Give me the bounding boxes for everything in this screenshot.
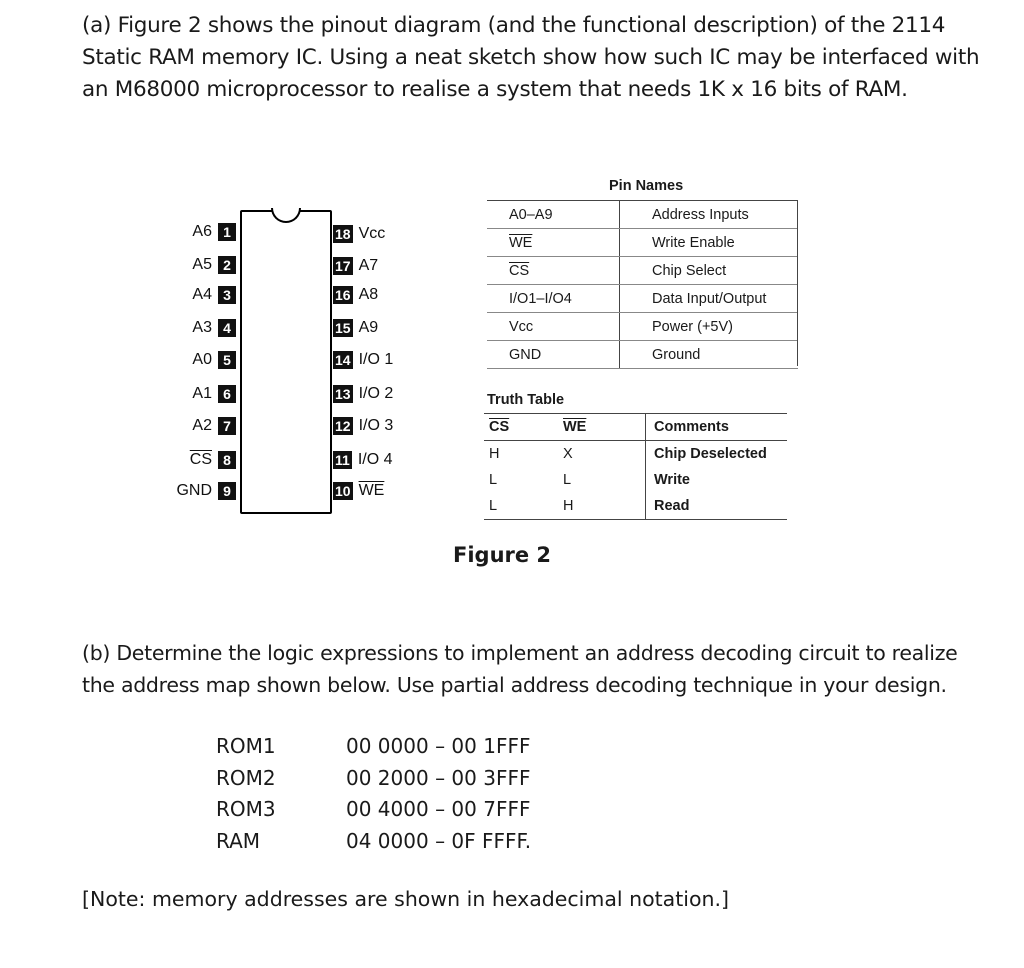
pin-description: Ground (620, 341, 799, 369)
truth-table-row (484, 467, 787, 493)
pin-name: $\overline{CS}$ (509, 262, 530, 279)
pin-names-row (487, 257, 798, 285)
pin-number: 15 (335, 320, 351, 336)
pin-label: I/O 3 (358, 417, 394, 434)
pin-13 (333, 384, 423, 404)
pin-number: 12 (335, 418, 351, 434)
address-range: 00 4000 – 00 7FFF (346, 797, 531, 821)
hex-note: [Note: memory addresses are shown in hexadecimal notation.] (82, 887, 730, 911)
pin-number: 1 (218, 223, 236, 241)
truth-table-header-comments: Comments (646, 414, 788, 441)
memory-name: RAM (216, 828, 261, 853)
pin-10 (333, 481, 423, 501)
pin-14 (333, 350, 423, 370)
pin-number: 16 (335, 287, 351, 303)
pin-number: 5 (218, 351, 236, 369)
pin-names-row (487, 341, 798, 369)
pin-label: Vcc (358, 225, 386, 242)
pin-15 (333, 318, 423, 338)
address-map-row (216, 826, 531, 858)
address-map-row (216, 794, 531, 826)
truth-comment: Chip Deselected (646, 441, 788, 468)
pin-label: A5 (192, 256, 212, 273)
pin-label: $\overline{CS}$ (189, 451, 212, 468)
truth-table-header-cs: $\overline{CS}$ (484, 414, 551, 441)
pin-number: 10 (335, 483, 351, 499)
pin-name-cell (487, 229, 620, 257)
pin-2 (150, 255, 236, 275)
pin-label: A6 (192, 223, 212, 240)
pin-number: 18 (335, 226, 351, 242)
pin-16 (333, 285, 423, 305)
pin-description: Write Enable (620, 229, 799, 257)
pin-description: Address Inputs (620, 201, 799, 229)
pin-7 (150, 416, 236, 436)
pin-number: 7 (218, 417, 236, 435)
pin-17 (333, 256, 423, 276)
truth-we-value: H (551, 493, 646, 520)
figure-caption: Figure 2 (453, 543, 552, 567)
pin-name: Vcc (509, 318, 534, 335)
pin-names-table (487, 200, 798, 369)
pin-label: A4 (192, 286, 212, 303)
pin-number: 17 (335, 258, 351, 274)
address-range: 00 0000 – 00 1FFF (346, 734, 531, 758)
chip-body (240, 210, 332, 514)
pin-label: A8 (358, 286, 379, 303)
pin-names-title: Pin Names (609, 178, 684, 194)
address-map-row (216, 763, 531, 795)
address-map-row (216, 731, 531, 763)
pin-names-row (487, 229, 798, 257)
truth-cs-value: L (489, 472, 498, 488)
pin-label: I/O 1 (358, 351, 394, 368)
pin-names-row (487, 313, 798, 341)
pin-name-cell (487, 257, 620, 285)
memory-name: ROM3 (216, 797, 276, 821)
pin-8 (150, 450, 236, 470)
truth-table-header-row (484, 414, 787, 441)
pin-number: 3 (218, 286, 236, 304)
truth-cs-value: L (484, 493, 551, 520)
pin-12 (333, 416, 423, 436)
address-range: 04 0000 – 0F FFFF. (346, 828, 532, 853)
truth-table-title: Truth Table (487, 392, 565, 408)
pin-label: $\overline{WE}$ (358, 482, 385, 499)
memory-name: ROM1 (216, 734, 276, 758)
truth-table-row (484, 493, 787, 520)
pin-names-row (487, 285, 798, 313)
truth-we-value: X (563, 446, 573, 462)
pin-5 (150, 350, 236, 370)
pin-label: A7 (358, 257, 379, 274)
pin-label: A9 (358, 319, 379, 336)
pin-1 (150, 222, 236, 242)
pin-3 (150, 285, 236, 305)
pin-description: Power (+5V) (620, 313, 799, 341)
pin-label: A0 (192, 351, 212, 368)
question-a-text: (a) Figure 2 shows the pinout diagram (and the functional description) of the 2114 Static RAM memory IC. Using a neat sketch show how such IC may be interfaced with an M68000 microprocessor to realise a system that needs 1K x 16 bits of RAM. (82, 13, 980, 102)
pin-number: 2 (218, 256, 236, 274)
memory-name: ROM2 (216, 765, 276, 790)
pin-label: I/O 4 (357, 451, 393, 468)
address-map (216, 731, 531, 857)
pin-name-cell (487, 313, 620, 341)
pin-name-cell (487, 201, 620, 229)
pin-description: Data Input/Output (620, 285, 799, 313)
pin-name: GND (509, 346, 542, 363)
truth-we-value: L (563, 472, 572, 488)
pin-number: 6 (218, 385, 236, 403)
pin-label: A3 (192, 319, 212, 336)
pin-number: 9 (218, 482, 236, 500)
pin-names-table-border (797, 200, 798, 366)
pin-label: I/O 2 (358, 385, 394, 402)
pin-name-cell (487, 285, 620, 313)
truth-table-header-we: $\overline{WE}$ (551, 414, 646, 441)
pin-number: 14 (335, 352, 351, 368)
pin-number: 13 (335, 386, 351, 402)
pin-name: A0–A9 (509, 206, 553, 223)
pin-label: GND (176, 482, 212, 499)
question-b-text: (b) Determine the logic expressions to implement an address decoding circuit to realize the address map shown below. Use partial address decoding technique in your design. (82, 641, 958, 697)
pin-label: A1 (192, 385, 212, 402)
truth-comment: Read (646, 493, 788, 520)
pin-6 (150, 384, 236, 404)
truth-table-row (484, 441, 787, 468)
pin-description: Chip Select (620, 257, 799, 285)
truth-comment: Write (646, 467, 788, 493)
pin-11 (333, 450, 423, 470)
pin-name: $\overline{WE}$ (509, 234, 533, 251)
pin-name-cell (487, 341, 620, 369)
pin-number: 11 (335, 452, 350, 468)
address-range: 00 2000 – 00 3FFF (346, 765, 531, 790)
truth-table (484, 413, 787, 520)
pin-18 (333, 224, 423, 244)
pin-names-row (487, 201, 798, 229)
truth-cs-value: H (489, 446, 500, 462)
pin-label: A2 (192, 417, 212, 434)
pin-number: 4 (218, 319, 236, 337)
pin-9 (150, 481, 236, 501)
pin-4 (150, 318, 236, 338)
pin-number: 8 (218, 451, 236, 469)
pin-name: I/O1–I/O4 (509, 290, 572, 307)
